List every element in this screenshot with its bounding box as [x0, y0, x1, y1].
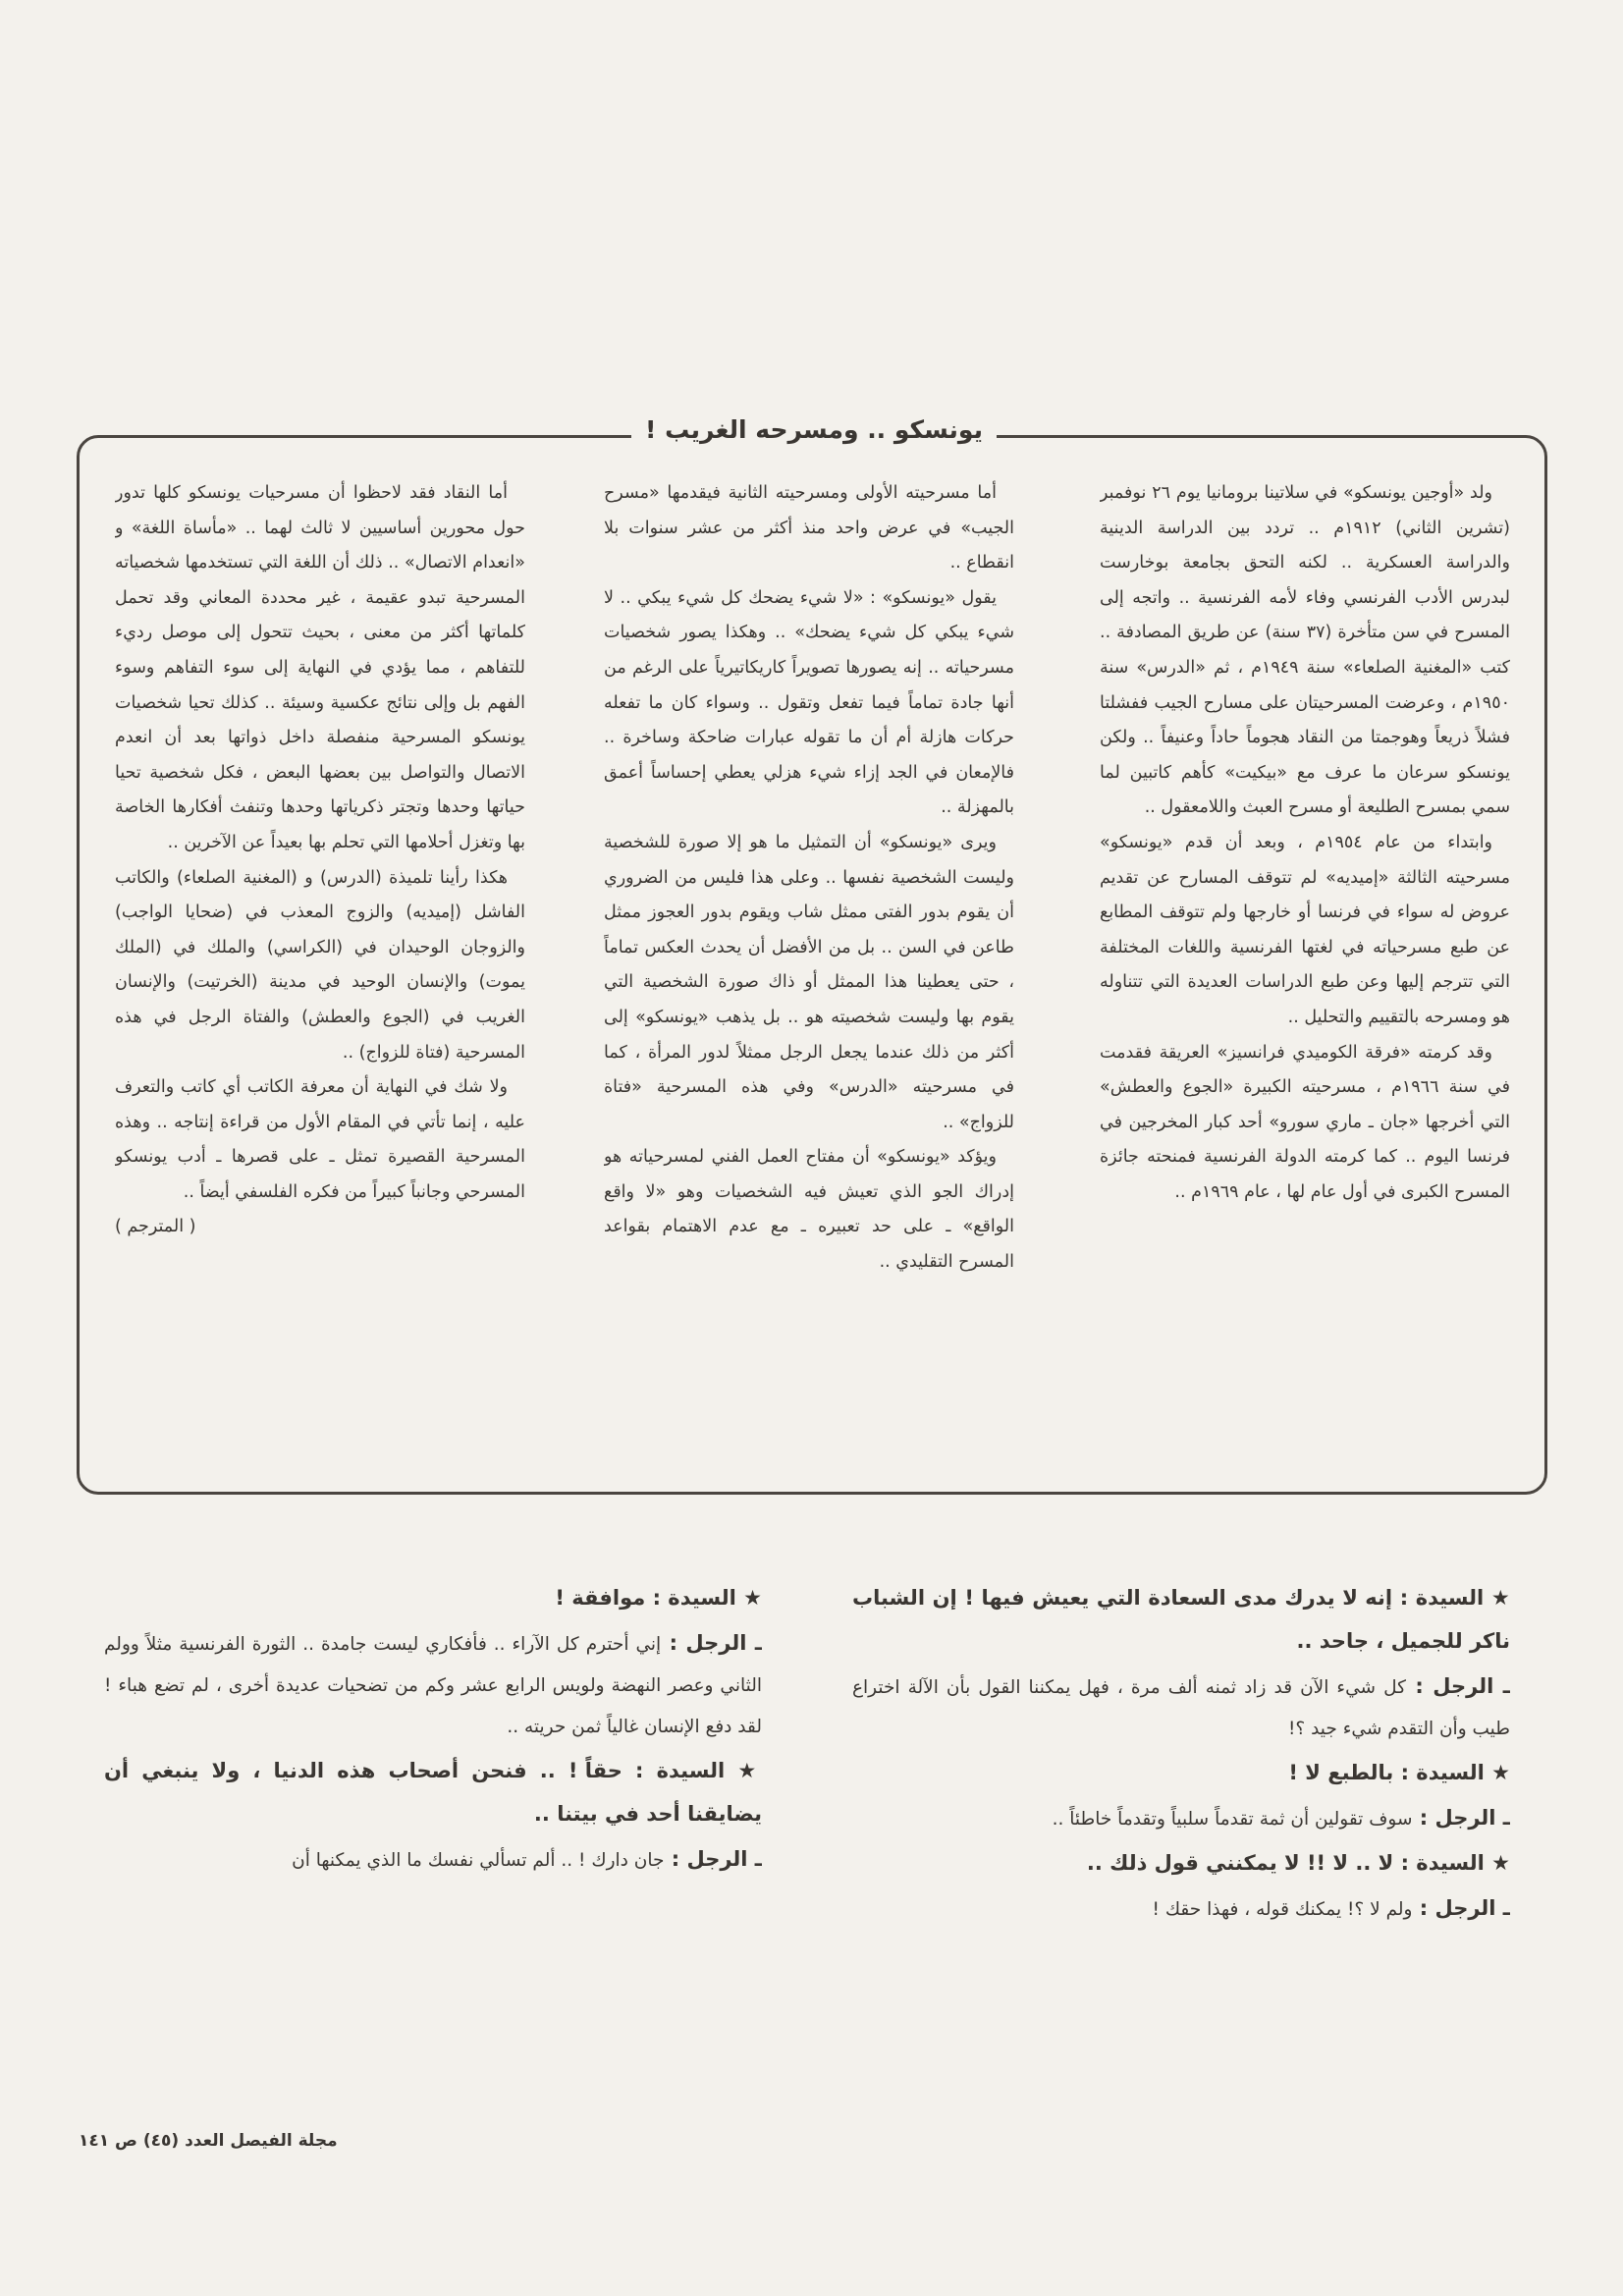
speaker-label: ★ السيدة :	[1393, 1851, 1510, 1875]
article-column-right	[1100, 476, 1510, 1478]
dialogue-text: حقاً ! .. فنحن أصحاب هذه الدنيا ، ولا ينبغي أن يضايقنا أحد في بيتنا ..	[104, 1759, 762, 1826]
dialogue-line	[852, 1842, 1510, 1886]
dialogue-line	[852, 1797, 1510, 1840]
paragraph: ولد «أوجين يونسكو» في سلاتينا برومانيا يوم ٢٦ نوفمبر (تشرين الثاني) ١٩١٢م .. تردد بين الدراسة الدينية والدراسة العسكرية .. لكنه التحق بجامعة بوخارست لبدرس الأدب الفرنسي وفاء لأمه الفرنسية .. واتجه إلى المسرح في سن متأخرة (٣٧ سنة) عن طريق المصادفة .. كتب «المغنية الصلعاء» سنة ١٩٤٩م ، ثم «الدرس» سنة ١٩٥٠م ، وعرضت المسرحيتان على مسارح الجيب ففشلتا فشلاً ذريعاً وهوجمتا من النقاد هجوماً حاداً وعنيفاً .. ولكن يونسكو سرعان ما عرف مع «بيكيت» كأهم كاتبين لما سمي بمسرح الطليعة أو مسرح العبث واللامعقول ..	[1100, 483, 1510, 818]
dialogue-text: كل شيء الآن قد زاد ثمنه ألف مرة ، فهل يمكننا القول بأن الآلة اختراع طيب وأن التقدم شيء جيد ؟!	[852, 1677, 1510, 1739]
paragraph: ولا شك في النهاية أن معرفة الكاتب أي كاتب والتعرف عليه ، إنما تأتي في المقام الأول من قراءة إنتاجه .. وهذه المسرحية القصيرة تمثل ـ على قصرها ـ أدب يونسكو المسرحي وجانباً كبيراً من فكره الفلسفي أيضاً ..	[115, 1077, 525, 1202]
dialogue-text: ولم لا ؟! يمكنك قوله ، فهذا حقك !	[1152, 1899, 1413, 1920]
dialogue-line	[852, 1577, 1510, 1664]
paragraph: ويؤكد «يونسكو» أن مفتاح العمل الفني لمسرحياته هو إدراك الجو الذي تعيش فيه الشخصيات وهو «لا واقع الواقع» ـ على حد تعبيره ـ مع عدم الاهتمام بقواعد المسرح التقليدي ..	[604, 1147, 1014, 1273]
dialogue-column-left	[104, 1577, 762, 2088]
speaker-label: ـ الرجل :	[1405, 1674, 1510, 1698]
dialogue-text: بالطبع لا !	[1288, 1761, 1394, 1784]
paragraph: وقد كرمته «فرقة الكوميدي فرانسيز» العريقة فقدمت في سنة ١٩٦٦م ، مسرحيته الكبيرة «الجوع والعطش» التي أخرجها «جان ـ ماري سورو» أحد كبار المخرجين في فرنسا اليوم .. كما كرمته الدولة الفرنسية فمنحته جائزة المسرح الكبرى في أول عام لها ، عام ١٩٦٩م ..	[1100, 1042, 1510, 1202]
dialogue-text: إني أحترم كل الآراء .. فأفكاري ليست جامدة .. الثورة الفرنسية مثلاً وولم الثاني وعصر النهضة ولويس الرابع عشر وكم من تضحيات عديدة أخرى ، لم تضع هباء ! لقد دفع الإنسان غالياً ثمن حريته ..	[104, 1634, 762, 1737]
dialogue-column-right	[852, 1577, 1510, 2088]
paragraph: يقول «يونسكو» : «لا شيء يضحك كل شيء يبكي .. لا شيء يبكي كل شيء يضحك» .. وهكذا يصور شخصيات مسرحياته .. إنه يصورها تصويراً كاريكاتيرياً على الرغم من أنها جادة تماماً فيما تفعل وتقول .. وسواء كان ما تفعله حركات هازلة أم أن ما تقوله عبارات ضاحكة وساخرة .. فالإمعان في الجد إزاء شيء هزلي يعطي إحساساً أعمق بالمهزلة ..	[604, 587, 1014, 818]
dialogue-line	[104, 1838, 762, 1882]
dialogue-line	[852, 1666, 1510, 1750]
article-title: يونسكو .. ومسرحه الغريب !	[631, 415, 997, 444]
dialogue-line	[104, 1750, 762, 1836]
speaker-label: ـ الرجل :	[1412, 1806, 1510, 1830]
paragraph: وابتداء من عام ١٩٥٤م ، وبعد أن قدم «يونسكو» مسرحيته الثالثة «إميديه» لم تتوقف المسارح عن تقديم عروض له سواء في فرنسا أو خارجها ولم تتوقف المطابع عن طبع مسرحياته في لغتها الفرنسية واللغات المختلفة التي تترجم إليها وعن طبع الدراسات العديدة التي تتناوله هو ومسرحه بالتقييم والتحليل ..	[1100, 832, 1510, 1027]
dialogue-text: لا .. لا !! لا يمكنني قول ذلك ..	[1086, 1851, 1394, 1875]
translator-note: ( المترجم )	[115, 1217, 196, 1237]
dialogue-text: موافقة !	[555, 1586, 646, 1610]
dialogue-text: إنه لا يدرك مدى السعادة التي يعيش فيها ! إن الشباب ناكر للجميل ، جاحد ..	[852, 1586, 1510, 1653]
dialogue-line	[104, 1577, 762, 1620]
paragraph: أما مسرحيته الأولى ومسرحيته الثانية فيقدمها «مسرح الجيب» في عرض واحد منذ أكثر من عشر سنوات بلا انقطاع ..	[604, 483, 1014, 574]
page-footer: مجلة الفيصل العدد (٤٥) ص ١٤١	[79, 2131, 338, 2151]
speaker-label: ★ السيدة :	[645, 1586, 762, 1610]
dialogue-line	[104, 1622, 762, 1748]
dialogue-line	[852, 1887, 1510, 1931]
speaker-label: ـ الرجل :	[1412, 1896, 1510, 1920]
speaker-label: ـ الرجل :	[661, 1631, 762, 1655]
article-column-middle	[604, 476, 1014, 1478]
dialogue-line	[852, 1752, 1510, 1795]
speaker-label: ★ السيدة :	[1393, 1761, 1510, 1784]
paragraph: أما النقاد فقد لاحظوا أن مسرحيات يونسكو كلها تدور حول محورين أساسيين لا ثالث لهما .. «مأساة اللغة» و «انعدام الاتصال» .. ذلك أن اللغة التي تستخدمها شخصياته المسرحية تبدو عقيمة ، غير محددة المعاني وقد تحمل كلماتها أكثر من معنى ، بحيث تتحول إلى موصل رديء للتفاهم ، مما يؤدي في النهاية إلى سوء التفاهم وسوء الفهم بل وإلى نتائج عكسية وسيئة .. كذلك تحيا شخصيات يونسكو المسرحية منفصلة داخل ذواتها بعد أن انعدم الاتصال والتواصل بين بعضها البعض ، فكل شخصية تحيا حياتها وحدها وتجتر ذكرياتها وحدها وتنفث أفكارها الخاصة بها وتغزل أحلامها التي تحلم بها بعيداً عن الآخرين ..	[115, 483, 525, 852]
speaker-label: ★ السيدة :	[1392, 1586, 1510, 1610]
paragraph: ويرى «يونسكو» أن التمثيل ما هو إلا صورة للشخصية وليست الشخصية نفسها .. وعلى هذا فليس من الضروري أن يقوم بدور الفتى ممثل شاب ويقوم بدور العجوز ممثل طاعن في السن .. بل من الأفضل أن يحدث العكس تماماً ، حتى يعطينا هذا الممثل أو ذاك صورة الشخصية التي يقوم بها وليست شخصيته هو .. بل يذهب «يونسكو» إلى أكثر من ذلك عندما يجعل الرجل ممثلاً لدور المرأة ، كما في مسرحيته «الدرس» وفي هذه المسرحية «فتاة للزواج» ..	[604, 832, 1014, 1132]
paragraph: هكذا رأينا تلميذة (الدرس) و (المغنية الصلعاء) والكاتب الفاشل (إميديه) والزوج المعذب في (ضحايا الواجب) والزوجان الوحيدان في (الكراسي) والملك في (الملك يموت) والإنسان الوحيد في مدينة (الخرتيت) والإنسان الغريب في (الجوع والعطش) والفتاة الرجل في هذه المسرحية (فتاة للزواج) ..	[115, 867, 525, 1063]
speaker-label: ★ السيدة :	[622, 1759, 762, 1782]
article-column-left	[115, 476, 525, 1478]
dialogue-text: جان دارك ! .. ألم تسألي نفسك ما الذي يمكنها أن	[292, 1850, 665, 1871]
speaker-label: ـ الرجل :	[664, 1847, 762, 1871]
dialogue-text: سوف تقولين أن ثمة تقدماً سلبياً وتقدماً خاطئاً ..	[1052, 1809, 1413, 1830]
